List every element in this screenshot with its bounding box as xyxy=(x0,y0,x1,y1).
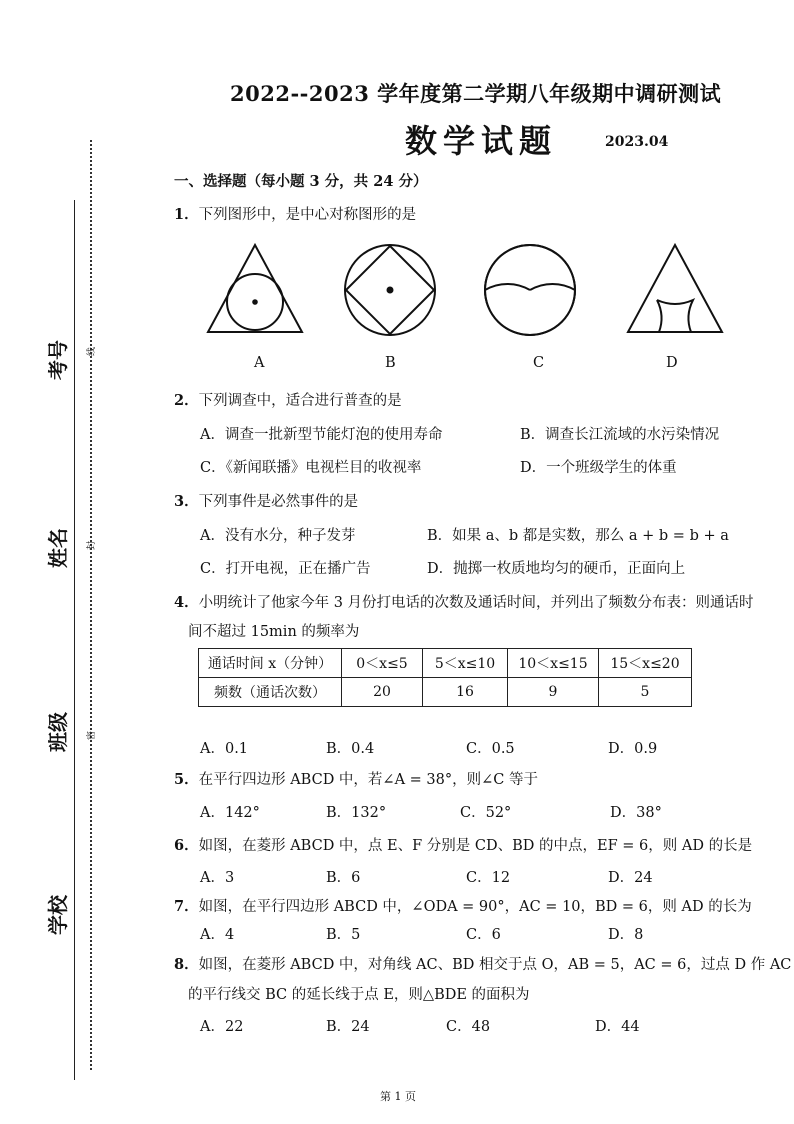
fig-label-c: C xyxy=(533,355,545,371)
table-row xyxy=(199,678,692,707)
fig-label-d: D xyxy=(666,355,678,371)
side-label-name: 姓名 xyxy=(46,528,70,568)
q6-option-d: D．24 xyxy=(608,870,653,886)
table-cell: 通话时间 x（分钟） xyxy=(199,649,342,678)
question-4: 4．小明统计了他家今年 3 月份打电话的次数及通话时间，并列出了频数分布表：则通话时 xyxy=(174,594,754,611)
question-7: 7．如图，在平行四边形 ABCD 中，∠ODA = 90°，AC = 10，BD = 6，则 AD 的长为 xyxy=(174,898,752,915)
q7-option-a: A．4 xyxy=(200,927,235,943)
table-row xyxy=(199,649,692,678)
side-label-school: 学校 xyxy=(46,895,70,935)
table-cell: 9 xyxy=(508,678,599,707)
side-label-class: 班级 xyxy=(46,712,70,752)
question-5: 5．在平行四边形 ABCD 中，若∠A = 38°，则∠C 等于 xyxy=(174,771,538,788)
binding-mark-secret: 密 xyxy=(87,730,97,740)
q7-option-b: B．5 xyxy=(326,927,361,943)
q4-option-b: B．0.4 xyxy=(326,741,375,757)
q5-option-a: A．142° xyxy=(200,805,260,821)
table-cell: 20 xyxy=(342,678,423,707)
q6-option-c: C．12 xyxy=(466,870,511,886)
figure-b xyxy=(345,245,435,335)
q5-option-c: C．52° xyxy=(460,805,512,821)
q2-option-a: A．调查一批新型节能灯泡的使用寿命 xyxy=(200,427,443,443)
q6-option-a: A．3 xyxy=(200,870,235,886)
table-cell: 0＜x≤5 xyxy=(342,649,423,678)
q2-option-c: C．《新闻联播》电视栏目的收视率 xyxy=(200,460,422,476)
table-cell: 15＜x≤20 xyxy=(599,649,692,678)
question-2: 2．下列调查中，适合进行普查的是 xyxy=(174,392,402,409)
q7-option-c: C．6 xyxy=(466,927,501,943)
q7-option-d: D．8 xyxy=(608,927,644,943)
question-3: 3．下列事件是必然事件的是 xyxy=(174,493,359,510)
binding-mark-seal: 封 xyxy=(87,540,97,550)
table-cell: 5 xyxy=(599,678,692,707)
margin-rule xyxy=(74,200,75,1080)
q8-option-c: C．48 xyxy=(446,1019,491,1035)
q8-option-b: B．24 xyxy=(326,1019,370,1035)
exam-title: 2022--2023 学年度第二学期八年级期中调研测试 xyxy=(230,81,722,106)
question-8: 8．如图，在菱形 ABCD 中，对角线 AC、BD 相交于点 O，AB = 5，AC = 6，过点 D 作 AC xyxy=(174,956,792,973)
q8-option-a: A．22 xyxy=(200,1019,244,1035)
q3-option-c: C．打开电视，正在播广告 xyxy=(200,561,371,577)
exam-date: 2023.04 xyxy=(605,134,669,150)
exam-subtitle: 数学试题 xyxy=(405,122,558,160)
figure-c xyxy=(485,245,575,335)
q2-option-b: B．调查长江流域的水污染情况 xyxy=(520,427,720,443)
q3-option-d: D．抛掷一枚质地均匀的硬币，正面向上 xyxy=(427,561,686,577)
section-title: 一、选择题（每小题 3 分，共 24 分） xyxy=(174,173,428,190)
binding-mark-line: 线 xyxy=(87,346,97,356)
question-8-line2: 的平行线交 BC 的延长线于点 E，则△BDE 的面积为 xyxy=(188,987,530,1003)
fig-label-a: A xyxy=(254,355,265,371)
q3-option-b: B．如果 a、b 都是实数，那么 a + b = b + a xyxy=(427,528,729,544)
page-number: 第 1 页 xyxy=(380,1090,416,1103)
fig-label-b: B xyxy=(385,355,396,371)
frequency-table xyxy=(198,648,692,707)
question-1: 1．下列图形中，是中心对称图形的是 xyxy=(174,206,417,223)
q4-option-c: C．0.5 xyxy=(466,741,515,757)
q8-option-d: D．44 xyxy=(595,1019,640,1035)
q5-option-b: B．132° xyxy=(326,805,387,821)
table-cell: 5＜x≤10 xyxy=(423,649,508,678)
question-4-line2: 间不超过 15min 的频率为 xyxy=(188,624,360,640)
table-cell: 16 xyxy=(423,678,508,707)
q2-option-d: D．一个班级学生的体重 xyxy=(520,460,677,476)
q1-figures xyxy=(200,240,730,340)
q3-option-a: A．没有水分，种子发芽 xyxy=(200,528,356,544)
figure-d xyxy=(628,245,722,332)
question-6: 6．如图，在菱形 ABCD 中，点 E、F 分别是 CD、BD 的中点，EF = 6，则 AD 的长是 xyxy=(174,837,753,854)
q5-option-d: D．38° xyxy=(610,805,662,821)
binding-dotted-line xyxy=(90,140,92,1070)
q4-option-d: D．0.9 xyxy=(608,741,658,757)
q4-option-a: A．0.1 xyxy=(200,741,249,757)
q6-option-b: B．6 xyxy=(326,870,361,886)
table-cell: 10＜x≤15 xyxy=(508,649,599,678)
table-cell: 频数（通话次数） xyxy=(199,678,342,707)
side-label-exam-number: 考号 xyxy=(46,340,70,380)
figure-a xyxy=(208,245,302,332)
